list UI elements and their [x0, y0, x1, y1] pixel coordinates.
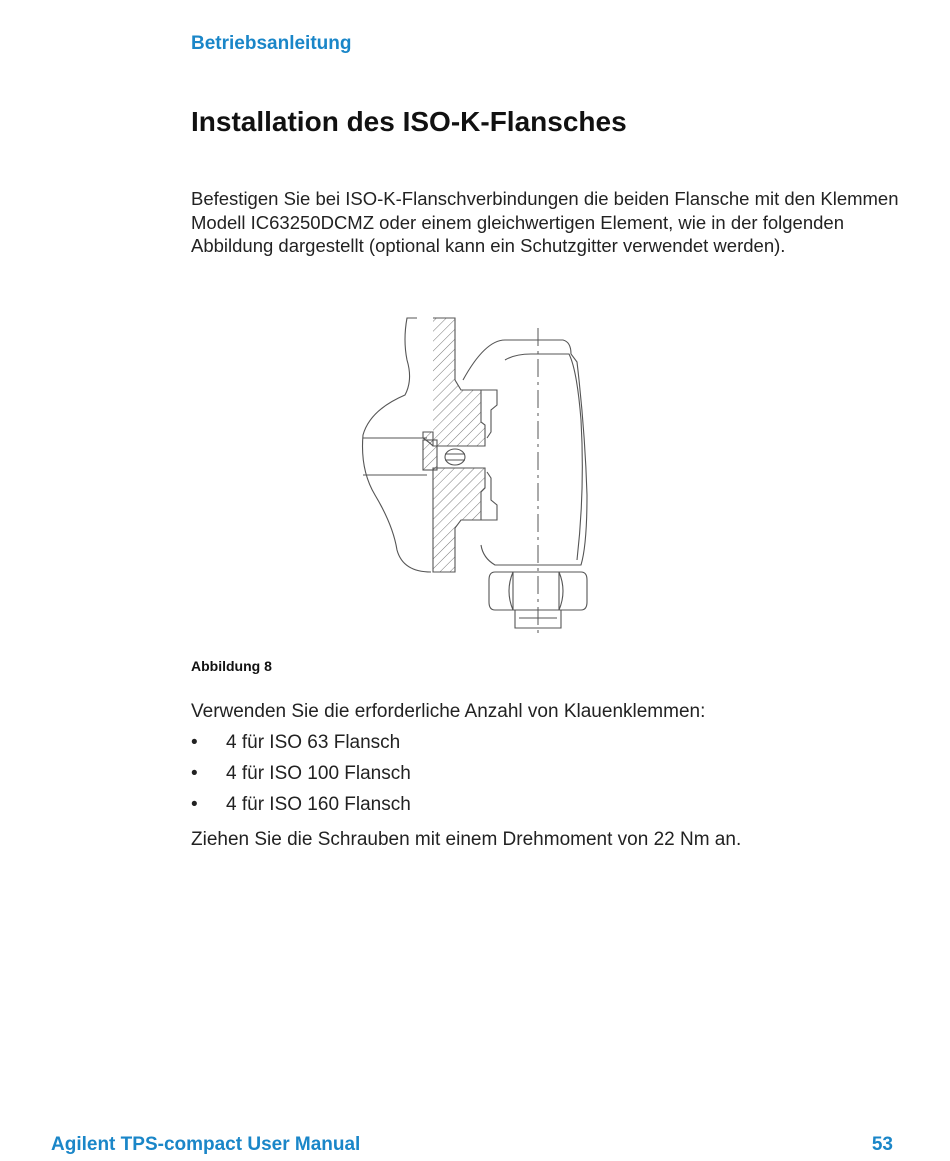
list-item — [191, 794, 411, 825]
list-intro: Verwenden Sie die erforderliche Anzahl von Klauenklemmen: — [191, 701, 706, 722]
lower-flange-section — [433, 468, 485, 572]
centering-ring — [423, 440, 437, 470]
list-item-text: 4 für ISO 63 Flansch — [226, 732, 401, 753]
o-ring — [445, 449, 465, 465]
figure-caption: Abbildung 8 — [191, 658, 272, 674]
flange-outer-body — [363, 318, 432, 572]
bullet-icon: • — [191, 794, 198, 815]
clamp-count-list — [191, 732, 411, 825]
list-item — [191, 763, 411, 794]
upper-flange-section — [423, 318, 485, 446]
closing-paragraph: Ziehen Sie die Schrauben mit einem Drehmoment von 22 Nm an. — [191, 829, 742, 850]
list-item-text: 4 für ISO 160 Flansch — [226, 794, 411, 815]
footer-manual-title: Agilent TPS-compact User Manual — [51, 1134, 361, 1155]
list-item — [191, 732, 411, 763]
bullet-icon: • — [191, 763, 198, 784]
page-title: Installation des ISO-K-Flansches — [191, 106, 627, 137]
section-label: Betriebsanleitung — [191, 33, 352, 54]
intro-paragraph: Befestigen Sie bei ISO-K-Flanschverbindungen die beiden Flansche mit den Klemmen Modell IC63250DCMZ oder einem gleichwertigen Element, wie in der folgenden Abbildung dargestellt (optional kann ein Schutzgitter verwendet werden). — [191, 188, 899, 256]
clamp-body — [463, 340, 587, 565]
bullet-icon: • — [191, 732, 198, 753]
list-item-text: 4 für ISO 100 Flansch — [226, 763, 411, 784]
iso-k-flange-clamp-drawing — [355, 310, 595, 640]
page-number: 53 — [871, 1134, 893, 1155]
